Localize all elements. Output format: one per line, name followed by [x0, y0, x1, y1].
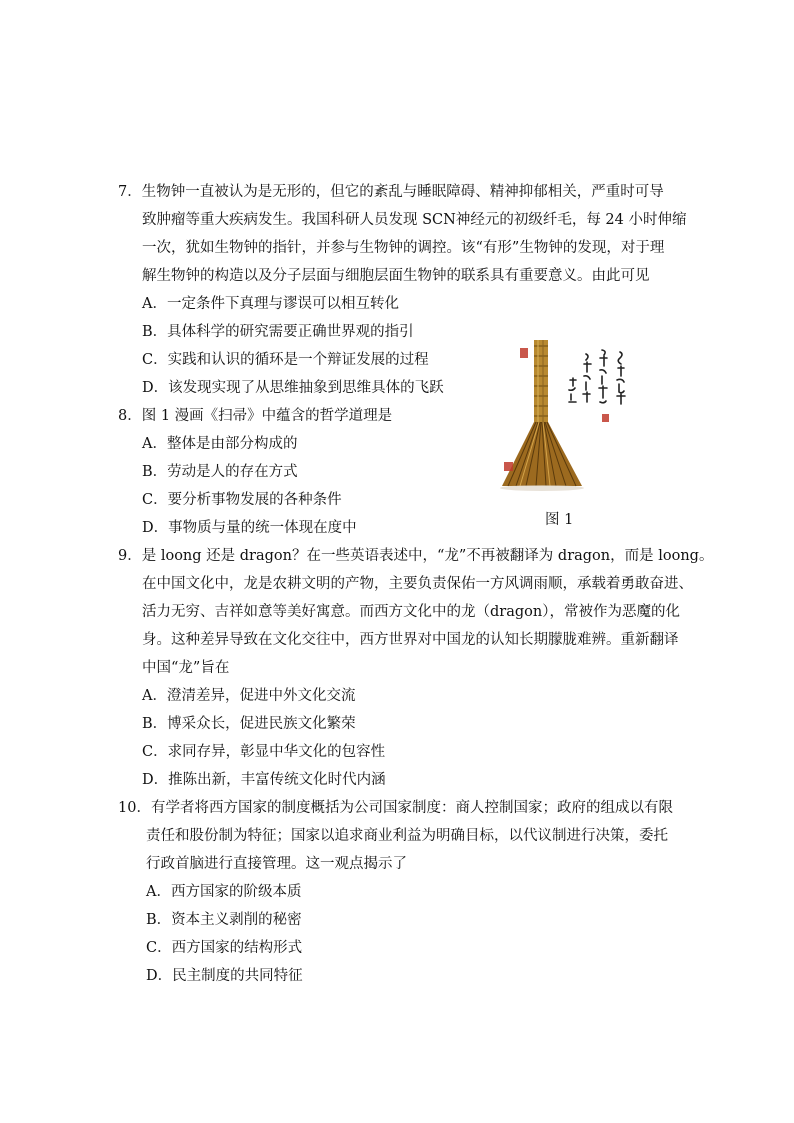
question-7-option-b: B．具体科学的研究需要正确世界观的指引	[142, 324, 414, 340]
question-10-option-b: B．资本主义剥削的秘密	[146, 912, 302, 928]
question-7-option-c: C．实践和认识的循环是一个辩证发展的过程	[142, 352, 429, 368]
question-10-option-a: A．西方国家的阶级本质	[146, 884, 302, 900]
question-9-option-d: D．推陈出新，丰富传统文化时代内涵	[142, 772, 386, 788]
question-7-stem-line-1: 7．生物钟一直被认为是无形的，但它的紊乱与睡眠障碍、精神抑郁相关，严重时可导	[118, 184, 664, 200]
question-9-stem-line-5: 中国“龙”旨在	[142, 660, 230, 676]
question-8-option-b: B．劳动是人的存在方式	[142, 464, 298, 480]
question-7-stem-line-3: 一次，犹如生物钟的指针，并参与生物钟的调控。该“有形”生物钟的发现，对于理	[142, 240, 665, 256]
question-10-option-d: D．民主制度的共同特征	[146, 968, 303, 984]
question-7-stem-line-4: 解生物钟的构造以及分子层面与细胞层面生物钟的联系具有重要意义。由此可见	[142, 268, 650, 284]
question-10-stem-line-3: 行政首脑进行直接管理。这一观点揭示了	[146, 856, 407, 872]
broom-illustration	[490, 336, 640, 494]
question-9-stem-line-4: 身。这种差异导致在文化交往中，西方世界对中国龙的认知长期朦胧难辨。重新翻译	[142, 632, 679, 648]
question-10-stem-line-1: 10．有学者将西方国家的制度概括为公司国家制度：商人控制国家；政府的组成以有限	[118, 800, 673, 816]
question-9-option-c: C．求同存异，彰显中华文化的包容性	[142, 744, 386, 760]
seal-stamp-top	[520, 348, 528, 358]
seal-stamp-bottom	[504, 462, 513, 471]
question-9-option-b: B．博采众长，促进民族文化繁荣	[142, 716, 356, 732]
question-9-stem-line-2: 在中国文化中，龙是农耕文明的产物，主要负责保佑一方风调雨顺，承载着勇敢奋进、	[142, 576, 693, 592]
question-9-option-a: A．澄清差异，促进中外文化交流	[142, 688, 356, 704]
question-9-stem-line-3: 活力无穷、吉祥如意等美好寓意。而西方文化中的龙（dragon），常被作为恶魔的化	[142, 604, 680, 620]
question-8-option-d: D．事物质与量的统一体现在度中	[142, 520, 357, 536]
question-9-stem-line-1: 9．是 loong 还是 dragon？在一些英语表述中，“龙”不再被翻译为 dragon，而是 loong。	[118, 548, 714, 564]
question-10-option-c: C．西方国家的结构形式	[146, 940, 303, 956]
figure-1-broom-cartoon	[490, 336, 640, 494]
seal-stamp-right	[602, 414, 609, 422]
question-7-option-d: D．该发现实现了从思维抽象到思维具体的飞跃	[142, 380, 444, 396]
figure-1-caption: 图 1	[545, 512, 574, 528]
question-7-stem-line-2: 致肿瘤等重大疾病发生。我国科研人员发现 SCN神经元的初级纤毛，每 24 小时伸缩	[142, 212, 687, 228]
question-10-stem-line-2: 责任和股份制为特征；国家以追求商业利益为明确目标，以代议制进行决策，委托	[146, 828, 668, 844]
question-7-option-a: A．一定条件下真理与谬误可以相互转化	[142, 296, 399, 312]
question-8-option-a: A．整体是由部分构成的	[142, 436, 298, 452]
question-8-option-c: C．要分析事物发展的各种条件	[142, 492, 342, 508]
question-8-stem-line-1: 8．图 1 漫画《扫帚》中蕴含的哲学道理是	[118, 408, 393, 424]
broom-handle	[534, 340, 548, 422]
